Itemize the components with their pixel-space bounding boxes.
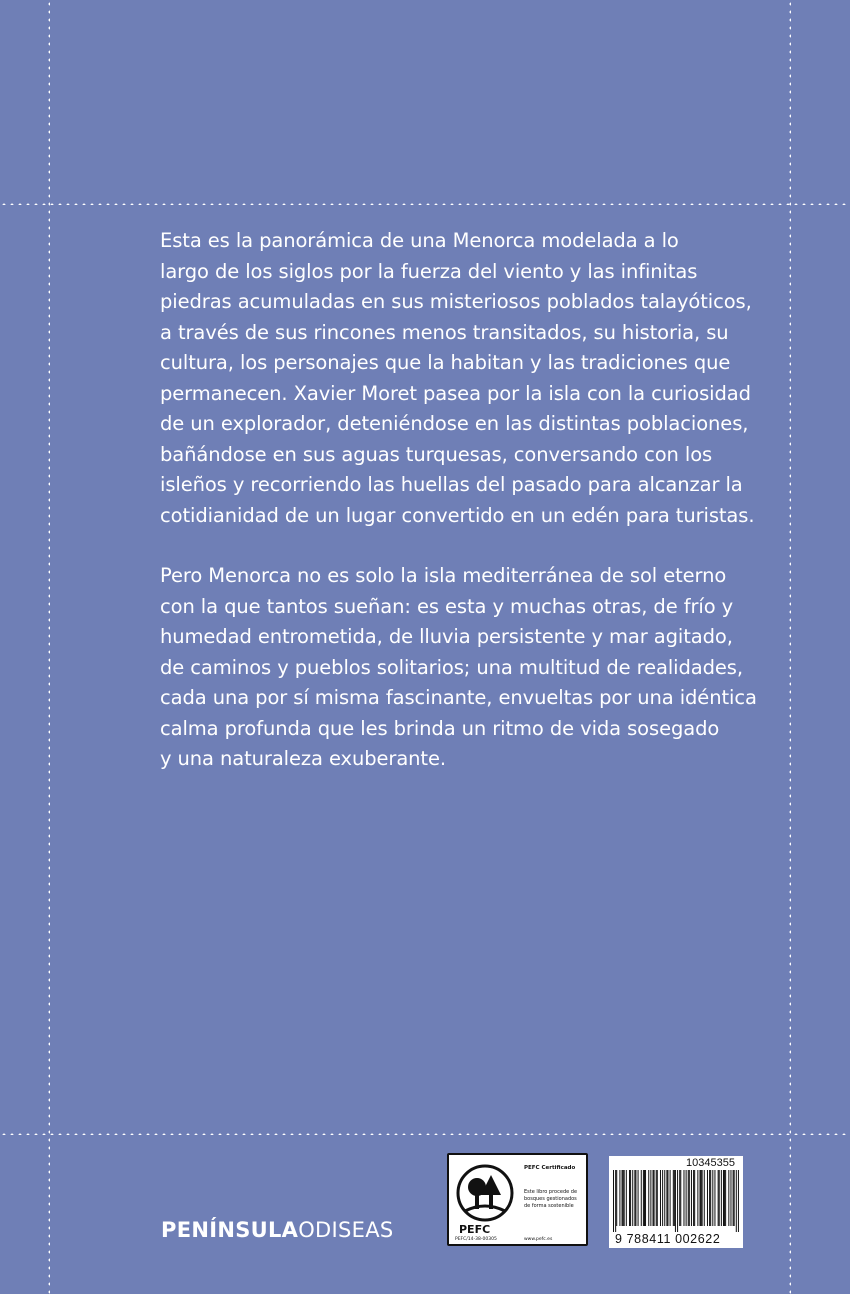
barcode-bar [657,1170,658,1226]
barcode-bar [667,1170,668,1226]
barcode-bar [619,1170,620,1226]
barcode-bar [719,1170,720,1226]
pefc-description-line: de forma sostenible [524,1203,574,1209]
barcode-bar [734,1170,735,1226]
barcode-bar [623,1170,624,1226]
blurb-line: cada una por sí misma fascinante, envueltas por una idéntica [160,686,757,709]
barcode-bar [701,1170,702,1226]
blurb-line: de caminos y pueblos solitarios; una multitud de realidades, [160,655,743,679]
barcode-bar [728,1170,729,1226]
barcode-bar [634,1170,635,1226]
publisher-logo [161,1218,394,1242]
barcode-bar [666,1170,667,1226]
barcode-bar [653,1170,654,1226]
barcode-bar [670,1170,671,1226]
barcode-bar [679,1170,680,1226]
barcode-bar [673,1170,674,1226]
barcode-bar [704,1170,705,1226]
barcode-bar [641,1170,642,1226]
pefc-code: PEFC/14-38-00305 [455,1237,497,1242]
pefc-description-line: bosques gestionados [524,1196,577,1202]
blurb-line: a través de sus rincones menos transitados, su historia, su [160,320,729,344]
barcode-bar [693,1170,694,1226]
barcode-bar [691,1170,692,1226]
barcode-bar [736,1170,737,1232]
barcode-bar [645,1170,646,1226]
pefc-description [524,1189,577,1210]
internal-code: 10345355 [686,1157,735,1169]
barcode-bar [648,1170,649,1226]
blurb-paragraph-1 [160,226,760,531]
blurb-line: isleños y recorriendo las huellas del pasado para alcanzar la [160,473,743,496]
barcode-bar [615,1170,616,1232]
blurb-line: bañándose en sus aguas turquesas, conversando con los [160,442,713,466]
barcode-bar [656,1170,657,1226]
barcode-bar [677,1170,678,1232]
barcode-bar [686,1170,687,1226]
blurb-line: de un explorador, deteniéndose en las distintas poblaciones, [160,412,749,435]
barcode-bar [632,1170,633,1226]
pefc-description-line: Este libro procede de [524,1189,578,1195]
dotted-divider-top [0,203,850,205]
barcode-bar [738,1170,739,1232]
barcode-bar [613,1170,614,1232]
dotted-divider-left [48,0,50,1294]
blurb-line: cultura, los personajes que la habitan y las tradiciones que [160,351,731,374]
barcode-bar [683,1170,684,1226]
blurb-line: humedad entrometida, de lluvia persistente y mar agitado, [160,625,733,648]
back-cover-blurb [160,226,760,775]
barcode-bar [624,1170,625,1226]
barcode-bar [697,1170,698,1226]
barcode-bar [707,1170,708,1226]
blurb-line: con la que tantos sueñan: es esta y muchas otras, de frío y [160,594,734,618]
blurb-line: largo de los siglos por la fuerza del viento y las infinitas [160,259,698,283]
barcode-bar [664,1170,665,1226]
blurb-paragraph-2 [160,561,760,775]
pefc-website: www.pefc.es [524,1237,553,1242]
barcode-bar [688,1170,689,1226]
barcode-bar [725,1170,726,1226]
barcode-bar [675,1170,676,1232]
blurb-line: cotidianidad de un lugar convertido en un edén para turistas. [160,503,755,527]
barcode-bar [674,1170,675,1226]
barcode-bar [662,1170,663,1226]
barcode-bar [644,1170,645,1226]
barcode-bar [654,1170,655,1226]
barcode-bar [650,1170,651,1226]
barcode-bar [638,1170,639,1226]
barcode-bar [616,1170,617,1226]
barcode-bar [643,1170,644,1226]
pefc-mark: PEFC [459,1223,491,1236]
barcode-bar [626,1170,627,1226]
isbn-number: 9 788411 002622 [615,1232,721,1246]
barcode-bar [712,1170,713,1226]
dotted-divider-bottom [0,1133,850,1135]
barcode-bar [635,1170,636,1226]
barcode-bar [714,1170,715,1226]
barcode-bar [710,1170,711,1226]
barcode-bar [733,1170,734,1226]
pefc-tree-icon [455,1161,515,1227]
dotted-divider-right [789,0,791,1294]
blurb-line: calma profunda que les brinda un ritmo de vida sosegado [160,716,720,740]
blurb-line: y una naturaleza exuberante. [160,747,446,770]
barcode-bar [730,1170,731,1226]
publisher-name: PENÍNSULA [161,1218,299,1242]
blurb-line: piedras acumuladas en sus misteriosos poblados talayóticos, [160,290,752,313]
pefc-heading: PEFC Certificado [524,1165,576,1171]
barcode-bar [724,1170,725,1226]
collection-name: ODISEAS [298,1218,394,1242]
barcode-bar [630,1170,631,1226]
barcode-bar [699,1170,700,1226]
blurb-line: Esta es la panorámica de una Menorca modelada a lo [160,229,679,252]
barcode-bar [709,1170,710,1226]
pefc-certification-box [447,1153,588,1246]
barcode-bar [689,1170,690,1226]
barcode-bar [723,1170,724,1226]
barcode-bar [702,1170,703,1226]
barcode-bar [629,1170,630,1226]
isbn-barcode [609,1156,743,1248]
barcode-bar [721,1170,722,1226]
barcode-bar [660,1170,661,1226]
barcode-bar [680,1170,681,1226]
barcode-bar [694,1170,695,1226]
blurb-line: permanecen. Xavier Moret pasea por la isla con la curiosidad [160,381,751,405]
barcode-bars [613,1170,739,1232]
barcode-bar [622,1170,623,1226]
blurb-line: Pero Menorca no es solo la isla mediterránea de sol eterno [160,564,727,587]
barcode-bar [718,1170,719,1226]
